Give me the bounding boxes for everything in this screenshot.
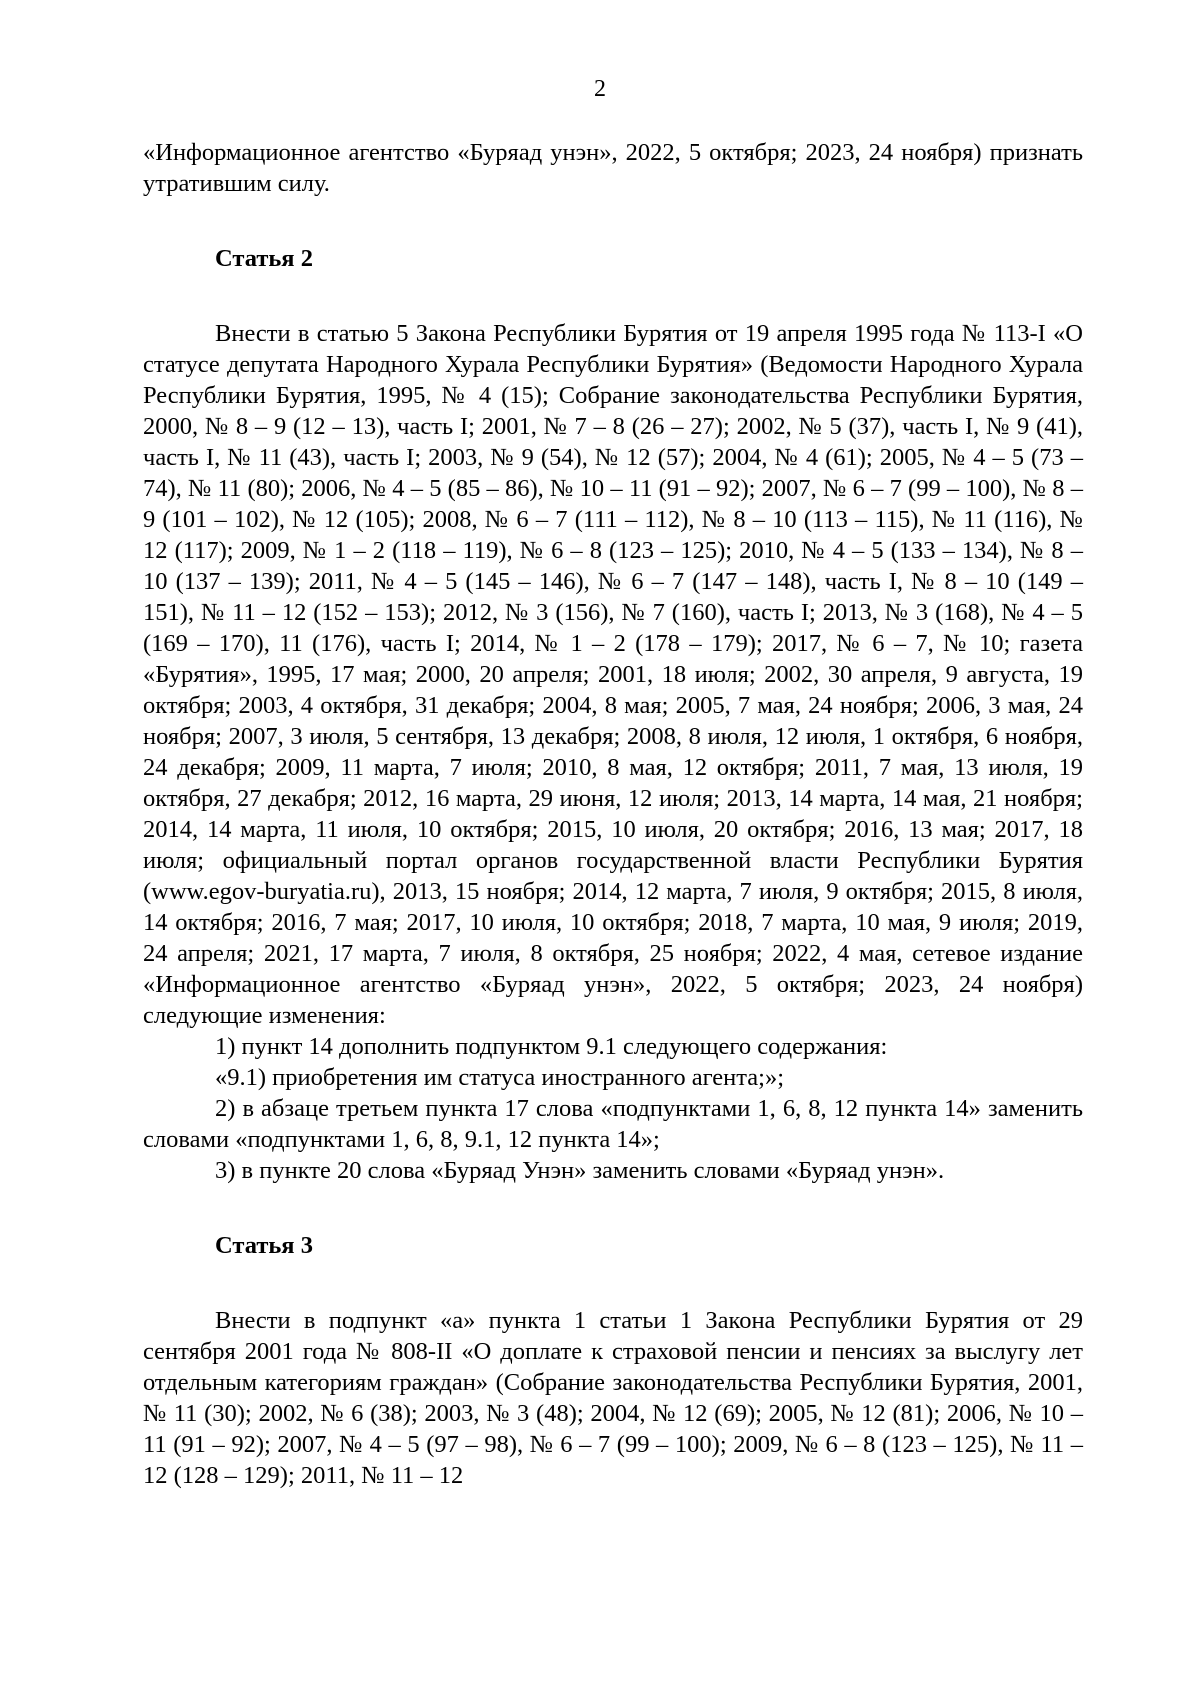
spacer <box>143 1261 1083 1305</box>
article-2-item-1-quote: «9.1) приобретения им статуса иностранного агента;»; <box>215 1064 785 1091</box>
article-2-heading: Статья 2 <box>215 245 313 272</box>
article-2-item-2: 2) в абзаце третьем пункта 17 слова «подпунктами 1, 6, 8, 12 пункта 14» заменить словами «подпунктами 1, 6, 8, 9.1, 12 пункта 14»; <box>143 1095 1083 1153</box>
spacer <box>143 1186 1083 1230</box>
article-2-main-paragraph: Внести в статью 5 Закона Республики Бурятия от 19 апреля 1995 года № 113-I «О статусе депутата Народного Хурала Республики Бурятия» (Ведомости Народного Хурала Республики Бурятия, 1995, № 4 (15); Собрание законодательства Республики Бурятия, 2000, № 8 – 9 (12 – 13), часть I; 2001, № 7 – 8 (26 – 27); 2002, № 5 (37), часть I, № 9 (41), часть I, № 11 (43), часть I; 2003, № 9 (54), № 12 (57); 2004, № 4 (61); 2005, № 4 – 5 (73 – 74), № 11 (80); 2006, № 4 – 5 (85 – 86), № 10 – 11 (91 – 92); 2007, № 6 – 7 (99 – 100), № 8 – 9 (101 – 102), № 12 (105); 2008, № 6 – 7 (111 – 112), № 8 – 10 (113 – 115), № 11 (116), № 12 (117); 2009, № 1 – 2 (118 – 119), № 6 – 8 (123 – 125); 2010, № 4 – 5 (133 – 134), № 8 – 10 (137 – 139); 2011, № 4 – 5 (145 – 146), № 6 – 7 (147 – 148), часть I, № 8 – 10 (149 – 151), № 11 – 12 (152 – 153); 2012, № 3 (156), № 7 (160), часть I; 2013, № 3 (168), № 4 – 5 (169 – 170), 11 (176), часть I; 2014, № 1 – 2 (178 – 179); 2017, № 6 – 7, № 10; газета «Бурятия», 1995, 17 мая; 2000, 20 апреля; 2001, 18 июля; 2002, 30 апреля, 9 августа, 19 октября; 2003, 4 октября, 31 декабря; 2004, 8 мая; 2005, 7 мая, 24 ноября; 2006, 3 мая, 24 ноября; 2007, 3 июля, 5 сентября, 13 декабря; 2008, 8 июля, 12 июля, 1 октября, 6 ноября, 24 декабря; 2009, 11 марта, 7 июля; 2010, 8 мая, 12 октября; 2011, 7 мая, 13 июля, 19 октября, 27 декабря; 2012, 16 марта, 29 июня, 12 июля; 2013, 14 марта, 14 мая, 21 ноября; 2014, 14 марта, 11 июля, 10 октября; 2015, 10 июля, 20 октября; 2016, 13 мая; 2017, 18 июля; официальный портал органов государственной власти Республики Бурятия (www.egov-buryatia.ru), 2013, 15 ноября; 2014, 12 марта, 7 июля, 9 октября; 2015, 8 июля, 14 октября; 2016, 7 мая; 2017, 10 июля, 10 октября; 2018, 7 марта, 10 мая, 9 июля; 2019, 24 апреля; 2021, 17 марта, 7 июля, 8 октября, 25 ноября; 2022, 4 мая, сетевое издание «Информационное агентство «Буряад унэн», 2022, 5 октября; 2023, 24 ноября) следующие изменения: <box>143 320 1083 1029</box>
article-3-main-paragraph: Внести в подпункт «а» пункта 1 статьи 1 Закона Республики Бурятия от 29 сентября 2001 года № 808-II «О доплате к страховой пенсии и пенсиях за выслугу лет отдельным категориям граждан» (Собрание законодательства Республики Бурятия, 2001, № 11 (30); 2002, № 6 (38); 2003, № 3 (48); 2004, № 12 (69); 2005, № 12 (81); 2006, № 10 – 11 (91 – 92); 2007, № 4 – 5 (97 – 98), № 6 – 7 (99 – 100); 2009, № 6 – 8 (123 – 125), № 11 – 12 (128 – 129); 2011, № 11 – 12 <box>143 1307 1083 1489</box>
article-2-item-1: 1) пункт 14 дополнить подпунктом 9.1 следующего содержания: <box>215 1033 888 1060</box>
spacer <box>143 274 1083 318</box>
document-body <box>143 137 1083 1491</box>
article-3-heading: Статья 3 <box>215 1232 313 1259</box>
intro-paragraph: «Информационное агентство «Буряад унэн», 2022, 5 октября; 2023, 24 ноября) признать утратившим силу. <box>143 139 1083 197</box>
spacer <box>143 199 1083 243</box>
article-2-item-3: 3) в пункте 20 слова «Буряад Унэн» заменить словами «Буряад унэн». <box>215 1157 945 1184</box>
page-number: 2 <box>594 76 606 102</box>
